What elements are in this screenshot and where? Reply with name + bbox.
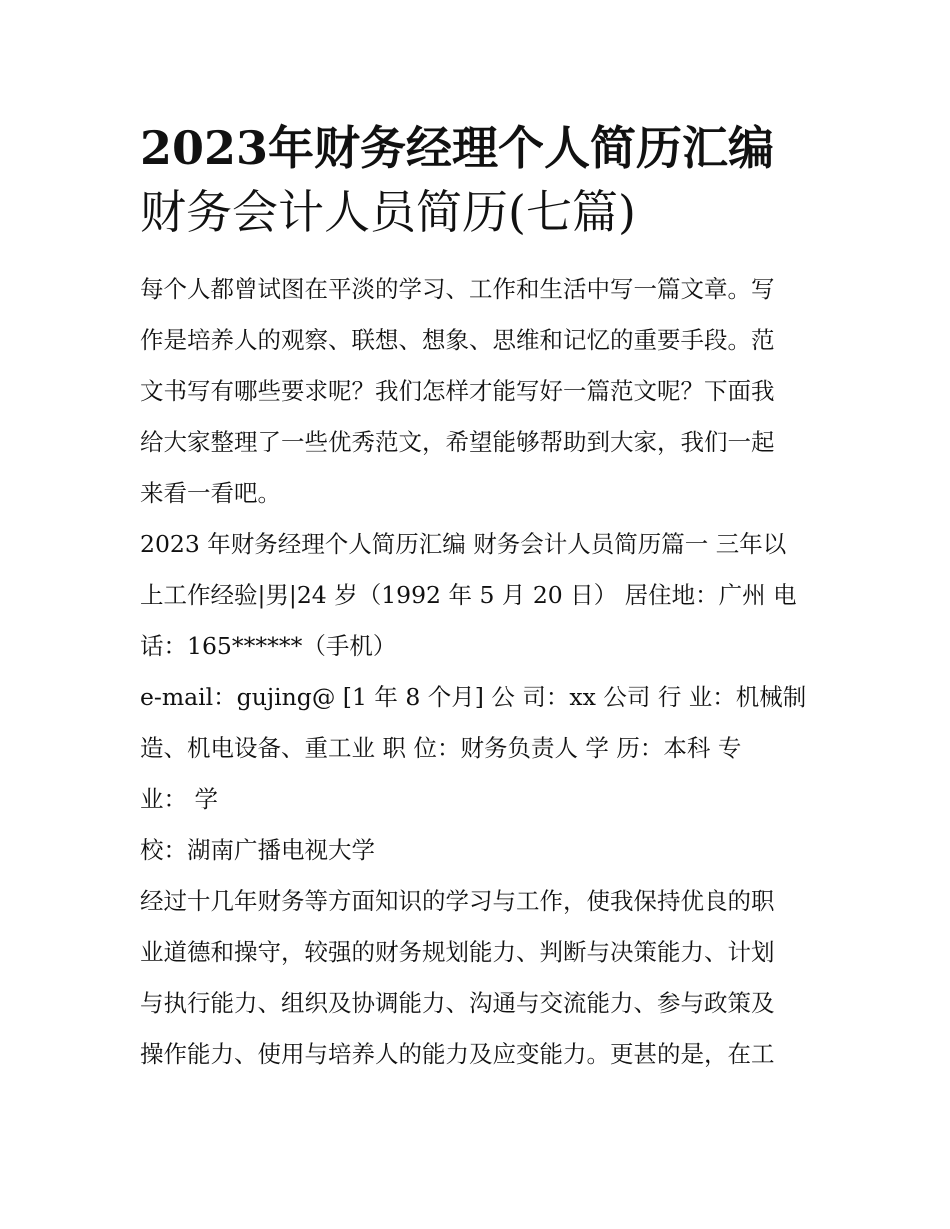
document-body xyxy=(140,264,812,1080)
text-line: 给大家整理了一些优秀范文，希望能够帮助到大家，我们一起 xyxy=(140,428,775,456)
text-line: 每个人都曾试图在平淡的学习、工作和生活中写一篇文章。写 xyxy=(140,275,775,303)
self-evaluation-paragraph xyxy=(140,876,812,1080)
text-line: e-mail：gujing@ [1 年 8 个月] 公 司：xx 公司 行 业：机械制 xyxy=(140,683,807,711)
text-line: 上工作经验|男|24 岁（1992 年 5 月 20 日） 居住地：广州 电 xyxy=(140,581,797,609)
document-page xyxy=(140,116,812,1080)
text-line: 与执行能力、组织及协调能力、沟通与交流能力、参与政策及 xyxy=(140,989,775,1017)
text-line: 业： 学 xyxy=(140,785,218,813)
text-line: 操作能力、使用与培养人的能力及应变能力。更甚的是，在工 xyxy=(140,1040,775,1068)
resume-header-paragraph xyxy=(140,519,812,672)
school-paragraph xyxy=(140,825,812,876)
resume-details-paragraph xyxy=(140,672,812,825)
text-line: 业道德和操守，较强的财务规划能力、判断与决策能力、计划 xyxy=(140,938,775,966)
text-line: 经过十几年财务等方面知识的学习与工作，使我保持优良的职 xyxy=(140,887,775,915)
intro-paragraph xyxy=(140,264,812,519)
title-line-2: 财务会计人员简历(七篇) xyxy=(140,185,636,239)
title-line-1: 2023年财务经理个人简历汇编 xyxy=(140,121,775,175)
document-title xyxy=(140,116,812,244)
text-line: 来看一看吧。 xyxy=(140,479,281,507)
text-line: 作是培养人的观察、联想、想象、思维和记忆的重要手段。范 xyxy=(140,326,775,354)
text-line: 话：165******（手机） xyxy=(140,632,397,660)
text-line: 校：湖南广播电视大学 xyxy=(140,836,375,864)
text-line: 造、机电设备、重工业 职 位：财务负责人 学 历：本科 专 xyxy=(140,734,742,762)
text-line: 文书写有哪些要求呢？我们怎样才能写好一篇范文呢？下面我 xyxy=(140,377,775,405)
text-line: 2023 年财务经理个人简历汇编 财务会计人员简历篇一 三年以 xyxy=(140,530,787,558)
